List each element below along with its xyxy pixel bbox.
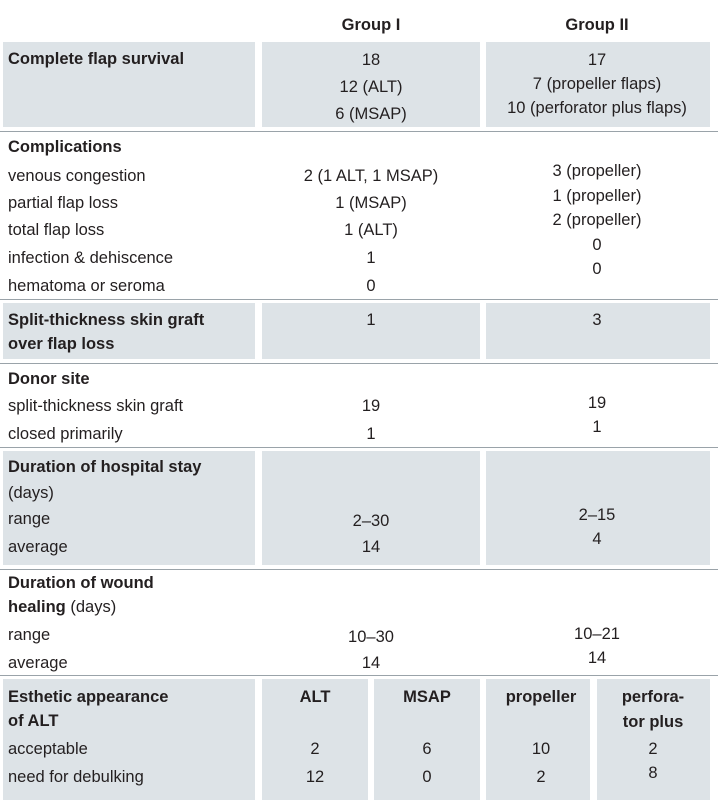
esthetic-debulking-alt: 12 [305,768,325,786]
esthetic-debulking-label: need for debulking [8,768,144,786]
wound-healing-g2-range: 10–21 [574,625,620,643]
donor-site-closed-label: closed primarily [8,425,123,443]
row-divider [0,447,718,448]
esthetic-col-msap: MSAP [403,688,451,706]
row-divider [0,363,718,364]
complication-infection-label: infection & dehiscence [8,249,174,267]
donor-site-graft-label: split-thickness skin graft [8,397,184,415]
esthetic-acceptable-msap: 6 [422,740,432,758]
hospital-stay-g2-range: 2–15 [578,506,616,524]
hospital-stay-range-label: range [8,510,51,528]
complication-venous-g1: 2 (1 ALT, 1 MSAP) [303,167,439,185]
hospital-stay-average-label: average [8,538,68,556]
complication-partial-g2: 1 (propeller) [552,187,642,205]
esthetic-label-line1: Esthetic appearance [8,688,169,706]
wound-healing-g1-average: 14 [361,654,381,672]
skin-graft-g1: 1 [366,311,376,329]
hospital-stay-unit: (days) [8,484,54,502]
header-group2: Group II [565,16,629,34]
donor-site-closed-g2: 1 [592,418,602,436]
flap-survival-g2-total: 17 [587,51,607,69]
wound-healing-average-label: average [8,654,68,672]
donor-site-graft-g1: 19 [361,397,381,415]
complication-infection-g1: 1 [366,249,376,267]
hospital-stay-g1-average: 14 [361,538,381,556]
hospital-stay-label: Duration of hospital stay [8,458,202,476]
wound-healing-g1-range: 10–30 [348,628,394,646]
complication-hematoma-g2: 0 [592,260,602,278]
skin-graft-label-line1: Split-thickness skin graft [8,311,205,329]
wound-healing-g2-average: 14 [587,649,607,667]
complication-hematoma-label: hematoma or seroma [8,277,165,295]
flap-survival-g1-total: 18 [361,51,381,69]
esthetic-debulking-perforator: 8 [648,764,658,782]
complication-total-label: total flap loss [8,221,105,239]
wound-healing-range-label: range [8,626,51,644]
row-divider [0,675,718,676]
flap-survival-g2-propeller: 7 (propeller flaps) [532,75,662,93]
wound-healing-label-line1: Duration of wound [8,574,154,592]
complication-venous-g2: 3 (propeller) [552,162,642,180]
esthetic-col-perforator-line2: tor plus [622,713,684,731]
flap-survival-g1-msap: 6 (MSAP) [335,105,407,123]
wound-healing-label-line2 [8,597,116,617]
flap-survival-g1-alt: 12 (ALT) [339,78,403,96]
row-divider [0,131,718,132]
skin-graft-label-line2: over flap loss [8,335,115,353]
complications-label: Complications [8,138,122,156]
complication-partial-g1: 1 (MSAP) [335,194,407,212]
flap-survival-label: Complete flap survival [8,50,185,68]
esthetic-acceptable-propeller: 10 [531,740,551,758]
esthetic-col-perforator-line1: perfora- [621,688,685,706]
wound-healing-label-bold: healing [8,598,66,616]
esthetic-debulking-propeller: 2 [536,768,546,786]
esthetic-col-propeller: propeller [505,688,577,706]
complication-infection-g2: 0 [592,236,602,254]
row-divider [0,569,718,570]
hospital-stay-g1-range: 2–30 [352,512,390,530]
complication-partial-label: partial flap loss [8,194,119,212]
complication-hematoma-g1: 0 [366,277,376,295]
complication-venous-label: venous congestion [8,167,146,185]
donor-site-closed-g1: 1 [366,425,376,443]
esthetic-acceptable-label: acceptable [8,740,88,758]
hospital-stay-g2-average: 4 [592,530,602,548]
wound-healing-unit: (days) [65,598,117,616]
esthetic-label-line2: of ALT [8,712,59,730]
esthetic-acceptable-perforator: 2 [648,740,658,758]
esthetic-col-alt: ALT [299,688,331,706]
skin-graft-g2: 3 [592,311,602,329]
flap-survival-g2-perforator: 10 (perforator plus flaps) [507,99,687,117]
donor-site-graft-g2: 19 [587,394,607,412]
complication-total-g2: 2 (propeller) [552,211,642,229]
donor-site-label: Donor site [8,370,90,388]
esthetic-acceptable-alt: 2 [310,740,320,758]
esthetic-debulking-msap: 0 [422,768,432,786]
header-group1: Group I [341,16,401,34]
row-divider [0,299,718,300]
complication-total-g1: 1 (ALT) [344,221,398,239]
